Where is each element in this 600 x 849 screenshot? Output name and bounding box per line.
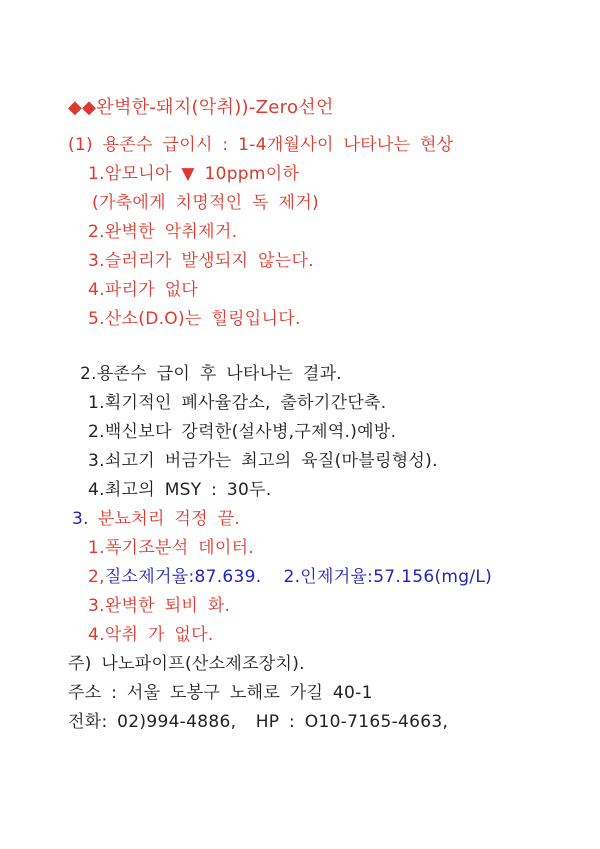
section1-item-flies: 4.파리가 없다 <box>88 280 199 300</box>
nitrogen-removal-rate: 질소제거율:87.639. <box>104 567 262 587</box>
removal-rate-prefix: 2, <box>88 567 105 587</box>
section2-item-msy: 4.최고의 MSY : 30두. <box>88 480 272 500</box>
section3-item-aeration-data: 1.폭기조분석 데이터. <box>88 538 255 558</box>
section1-item-paren-note: (가축에게 치명적인 독 제거) <box>92 193 319 213</box>
section1-item-odor-removal: 2.완벽한 악취제거. <box>88 222 238 242</box>
phosphorus-removal-rate: 2.인제거율:57.156(mg/L) <box>283 567 493 587</box>
section3-header-text: 분뇨처리 걱정 끝. <box>97 509 240 529</box>
section3-header <box>0 505 600 534</box>
section2-item-vaccine: 2.백신보다 강력한(설사병,구제역.)예방. <box>88 422 397 442</box>
section2-item-mortality: 1.획기적인 폐사율감소, 출하기간단축. <box>88 393 387 413</box>
section2-item-meat-quality: 3.쇠고기 버금가는 최고의 육질(마블링형성). <box>88 451 438 471</box>
footer-note: 주) 나노파이프(산소제조장치). <box>68 654 305 674</box>
footer-phone: 전화: 02)994-4886, HP : O10-7165-4663, <box>68 712 449 732</box>
section3-item-removal-rates <box>0 563 600 592</box>
section1-item-ammonia: 1.암모니아 ▼ 10ppm이하 <box>88 164 300 184</box>
section1-item-oxygen: 5.산소(D.O)는 힐링입니다. <box>88 309 301 329</box>
section-gap <box>0 334 600 360</box>
section3-item-compost: 3.완벽한 퇴비 화. <box>88 596 231 616</box>
doc-title: ◆◆완벽한-돼지(악취))-Zero선언 <box>68 97 334 118</box>
section3-item-no-odor: 4.악취 가 없다. <box>88 625 214 645</box>
section3-header-number: 3. <box>72 509 89 529</box>
section2-header: 2.용존수 급이 후 나타나는 결과. <box>80 364 343 384</box>
footer-address: 주소 : 서울 도봉구 노해로 가길 40-1 <box>68 683 373 703</box>
section1-header: (1) 용존수 급이시 : 1-4개월사이 나타나는 현상 <box>68 135 454 155</box>
section1-item-slurry: 3.슬러리가 발생되지 않는다. <box>88 251 314 271</box>
